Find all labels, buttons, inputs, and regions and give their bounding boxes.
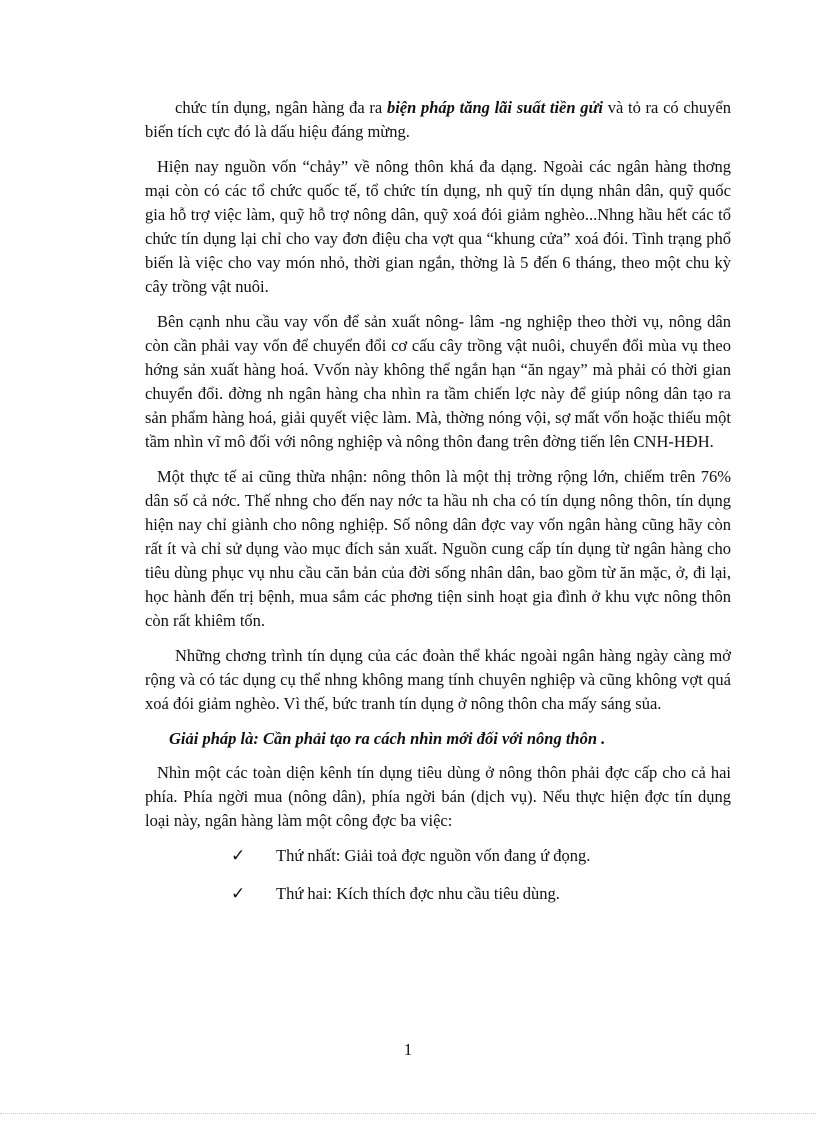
list-item [231,882,731,906]
paragraph-1 [145,96,731,144]
body-text [145,96,731,920]
list-item [231,844,731,868]
list-item-text: Thứ hai: Kích thích đợc nhu cầu tiêu dùng. [276,884,560,903]
check-icon: ✓ [231,846,246,866]
paragraph-6: Nhìn một các toàn diện kênh tín dụng tiêu dùng ở nông thôn phải đợc cấp cho cả hai phía. Phía ngời mua (nông dân), phía ngời bán (dịch vụ). Nếu thực hiện đợc tín dụng loại này, ngân hàng làm một công đợc ba việc: [145,763,731,830]
emphasis-interest-rate: biện pháp tăng lãi suất tiền gửi [386,98,603,117]
paragraph-2: Hiện nay nguồn vốn “chảy” về nông thôn khá đa dạng. Ngoài các ngân hàng thơng mại còn có các tổ chức quốc tế, tổ chức tín dụng, nh quỹ tín dụng nhân dân, quỹ quốc gia hỗ trợ việc làm, quỹ hỗ trợ nông dân, quỹ xoá đói giảm nghèo...Nhng hầu hết các tổ chức tín dụng lại chỉ cho vay đơn điệu cha vợt qua “khung cửa” xoá đói. Tình trạng phổ biến là việc cho vay món nhỏ, thời gian ngắn, thờng là 5 đến 6 tháng, theo một chu kỳ cây trồng vật nuôi. [145,157,731,296]
paragraph-1-end: và tỏ ra có chuyển biến tích cực đó là dấu hiệu đáng mừng. [145,98,732,141]
paragraph-1-start: chức tín dụng, ngân hàng đa ra [175,98,387,117]
page-bottom-divider [0,1113,816,1114]
paragraph-3: Bên cạnh nhu cầu vay vốn để sản xuất nông- lâm -ng nghiệp theo thời vụ, nông dân còn cần phải vay vốn để chuyển đổi cơ cấu cây trồng vật nuôi, chuyển đổi mùa vụ theo hớng sản xuất hàng hoá. Vvốn này không thể ngắn hạn “ăn ngay” mà phải có thời gian chuyển đổi. đờng nh ngân hàng cha nhìn ra tầm chiến lợc này để giúp nông dân tạo ra sản phẩm hàng hoá, giải quyết việc làm. Mà, thờng nóng vội, sợ mất vốn hoặc thiếu một tầm nhìn vĩ mô đối với nông nghiệp và nông thôn đang trên đờng tiến lên CNH-HĐH. [145,312,731,451]
paragraph-4: Một thực tế ai cũng thừa nhận: nông thôn là một thị trờng rộng lớn, chiếm trên 76% dân số cả nớc. Thế nhng cho đến nay nớc ta hầu nh cha có tín dụng nông thôn, tín dụng hiện nay chỉ giành cho nông nghiệp. Số nông dân đợc vay vốn ngân hàng cũng hãy còn rất ít và chỉ sử dụng vào mục đích sản xuất. Nguồn cung cấp tín dụng từ ngân hàng cho tiêu dùng phục vụ nhu cầu căn bản của đời sống nhân dân, bao gồm từ ăn mặc, ở, đi lại, học hành đến trị bệnh, mua sắm các phơng tiện sinh hoạt gia đình ở khu vực nông thôn còn rất khiêm tốn. [145,467,731,630]
list-item-text: Thứ nhất: Giải toả đợc nguồn vốn đang ứ đọng. [276,846,591,865]
page-number: 1 [403,1040,413,1059]
solution-heading: Giải pháp là: Cần phải tạo ra cách nhìn mới đối với nông thôn . [169,729,606,748]
bullet-list [145,844,731,906]
paragraph-5: Những chơng trình tín dụng của các đoàn thể khác ngoài ngân hàng ngày càng mở rộng và có tác dụng cụ thể nhng không mang tính chuyên nghiệp và cũng không vợt quá xoá đói giảm nghèo. Vì thế, bức tranh tín dụng ở nông thôn cha mấy sáng sủa. [145,646,731,713]
check-icon: ✓ [231,884,246,904]
